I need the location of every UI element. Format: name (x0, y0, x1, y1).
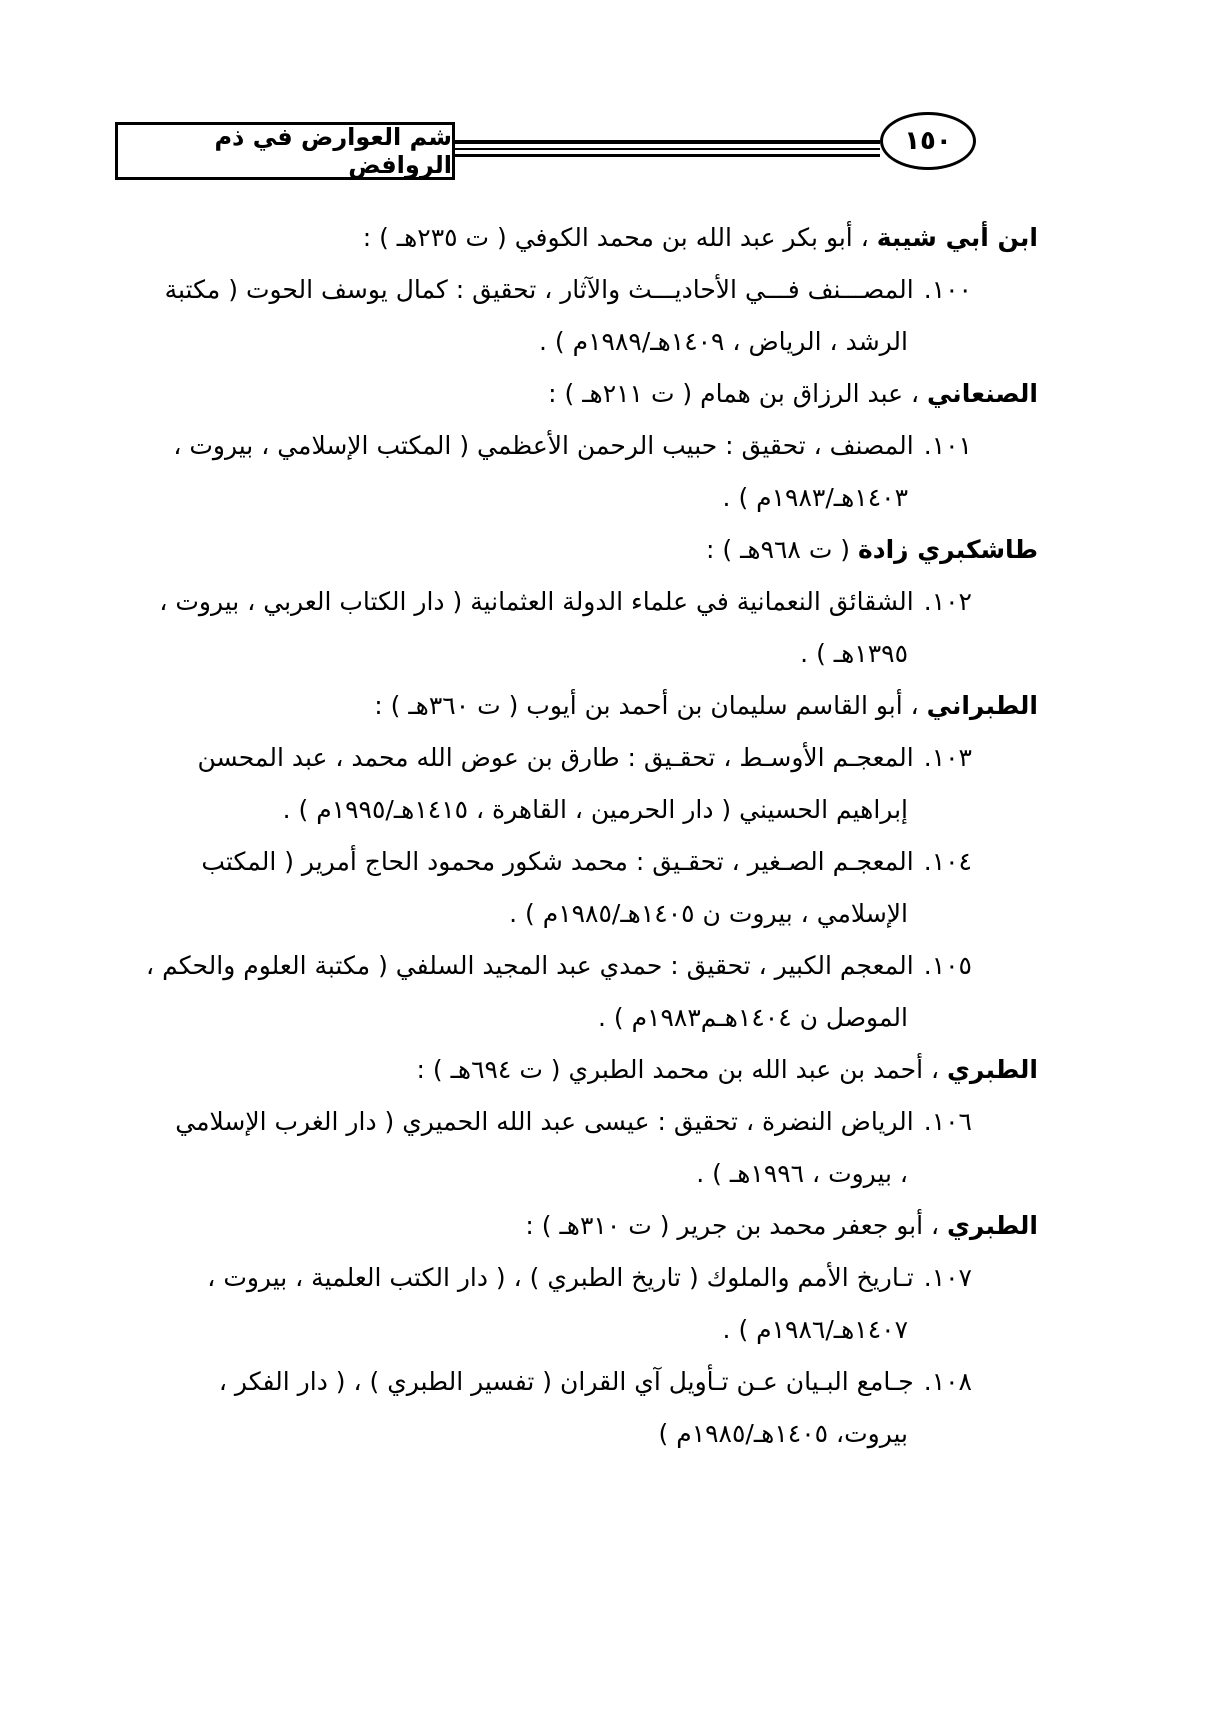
author-name: الصنعاني (927, 379, 1038, 408)
author-name: ابن أبي شيبة (876, 223, 1038, 252)
entry-text: الشقائق النعمانية في علماء الدولة العثمانية ( دار الكتاب العربي ، بيروت ، (159, 587, 914, 616)
entry-number: ١٠٨. (923, 1367, 972, 1396)
bibliography-entry (110, 576, 972, 680)
entry-number: ١٠١. (923, 431, 972, 460)
entry-number: ١٠٤. (923, 847, 972, 876)
author-details: ( ت ٩٦٨هـ ) : (706, 535, 859, 564)
author-details: ، أبو جعفر محمد بن جرير ( ت ٣١٠هـ ) : (525, 1211, 948, 1240)
book-title: شم العوارض في ذم الروافض (115, 122, 455, 180)
bibliography-list (110, 212, 1038, 1460)
header-rule (455, 148, 880, 150)
entry-text: المصنف ، تحقيق : حبيب الرحمن الأعظمي ( المكتب الإسلامي ، بيروت ، (173, 431, 914, 460)
entry-text-continued: الإسلامي ، بيروت ن ١٤٠٥هـ/١٩٨٥م ) . (509, 899, 908, 928)
author-details: ، أبو القاسم سليمان بن أحمد بن أيوب ( ت ٣٦٠هـ ) : (374, 691, 927, 720)
entry-text: المصـــنف فـــي الأحاديـــث والآثار ، تحقيق : كمال يوسف الحوت ( مكتبة (164, 275, 914, 304)
author-heading (110, 1200, 1038, 1252)
entry-text-continued: ، بيروت ، ١٩٩٦هـ ) . (696, 1159, 908, 1188)
author-name: طاشكبري زادة (858, 535, 1038, 564)
author-details: ، أبو بكر عبد الله بن محمد الكوفي ( ت ٢٣٥هـ ) : (362, 223, 877, 252)
bibliography-entry (110, 1356, 972, 1460)
header-rule (455, 140, 880, 144)
entry-text-continued: ١٤٠٧هـ/١٩٨٦م ) . (722, 1315, 908, 1344)
entry-number: ١٠٦. (923, 1107, 972, 1136)
page-header (115, 110, 1026, 186)
bibliography-entry (110, 420, 972, 524)
header-rule (455, 154, 880, 157)
entry-number: ١٠٣. (923, 743, 972, 772)
bibliography-entry (110, 1252, 972, 1356)
entry-text-continued: ١٤٠٣هـ/١٩٨٣م ) . (722, 483, 908, 512)
entry-number: ١٠٠. (923, 275, 972, 304)
entry-text-continued: ١٣٩٥هـ ) . (800, 639, 908, 668)
author-heading (110, 1044, 1038, 1096)
entry-text-continued: بيروت، ١٤٠٥هـ/١٩٨٥م ) (658, 1419, 908, 1448)
entry-number: ١٠٢. (923, 587, 972, 616)
entry-text: الرياض النضرة ، تحقيق : عيسى عبد الله الحميري ( دار الغرب الإسلامي (175, 1107, 914, 1136)
bibliography-entry (110, 264, 972, 368)
entry-text: المعجم الكبير ، تحقيق : حمدي عبد المجيد السلفي ( مكتبة العلوم والحكم ، (146, 951, 914, 980)
entry-text-continued: الموصل ن ١٤٠٤هـم١٩٨٣م ) . (597, 1003, 908, 1032)
bibliography-entry (110, 1096, 972, 1200)
author-heading (110, 524, 1038, 576)
author-name: الطبراني (926, 691, 1038, 720)
entry-text-continued: إبراهيم الحسيني ( دار الحرمين ، القاهرة ، ١٤١٥هـ/١٩٩٥م ) . (282, 795, 908, 824)
author-details: ، عبد الرزاق بن همام ( ت ٢١١هـ ) : (548, 379, 928, 408)
bibliography-entry (110, 836, 972, 940)
page-number: ١٥٠ (880, 112, 976, 170)
author-heading (110, 368, 1038, 420)
entry-number: ١٠٧. (923, 1263, 972, 1292)
author-heading (110, 680, 1038, 732)
entry-text: جـامع البـيان عـن تـأويل آي القران ( تفسير الطبري ) ، ( دار الفكر ، (218, 1367, 914, 1396)
author-name: الطبري (947, 1211, 1038, 1240)
author-details: ، أحمد بن عبد الله بن محمد الطبري ( ت ٦٩٤هـ ) : (416, 1055, 948, 1084)
author-name: الطبري (947, 1055, 1038, 1084)
entry-text: تـاريخ الأمم والملوك ( تاريخ الطبري ) ، ( دار الكتب العلمية ، بيروت ، (207, 1263, 914, 1292)
entry-text-continued: الرشد ، الرياض ، ١٤٠٩هـ/١٩٨٩م ) . (539, 327, 908, 356)
bibliography-entry (110, 732, 972, 836)
entry-text: المعجـم الصـغير ، تحقـيق : محمد شكور محمود الحاج أمرير ( المكتب (201, 847, 914, 876)
bibliography-entry (110, 940, 972, 1044)
author-heading (110, 212, 1038, 264)
entry-number: ١٠٥. (923, 951, 972, 980)
entry-text: المعجـم الأوسـط ، تحقـيق : طارق بن عوض الله محمد ، عبد المحسن (197, 743, 914, 772)
